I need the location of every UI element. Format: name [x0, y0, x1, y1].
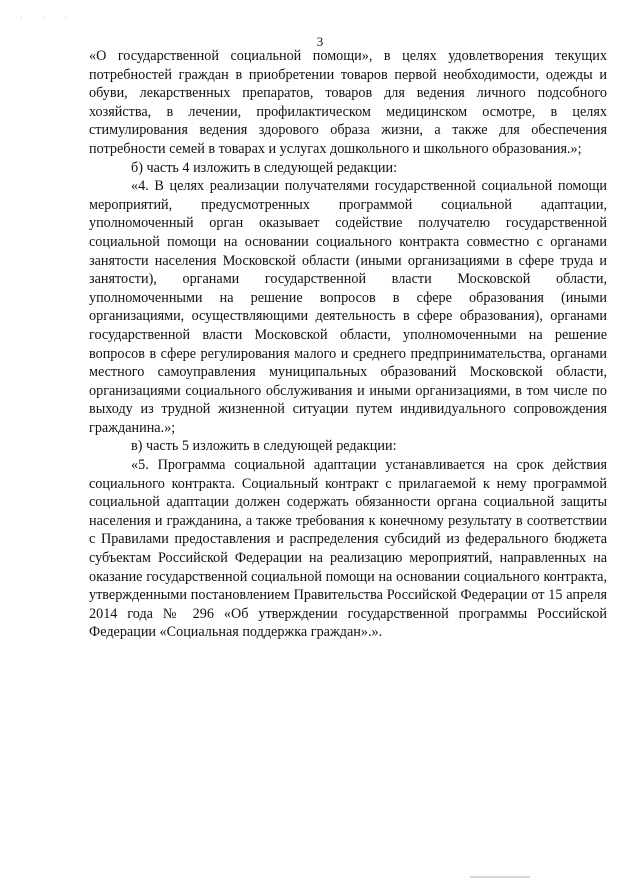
paragraph-part-4-text: «4. В целях реализации получателями государственной социальной помощи мероприятий, предусмотренных программой социальной адаптации, уполномоченный орган оказывает содействие получателю государственной социальной помощи на основании социального контракта совместно с органами занятости населения Московской области (иными организациями в сфере труда и занятости), органами государственной власти Московской области, уполномоченными на решение вопросов в сфере образования (иными организациями, осуществляющими деятельность в сфере образования), органами государственной власти Московской области, уполномоченными на решение вопросов в сфере регулирования малого и среднего предпринимательства, органами местного самоуправления муниципальных образований Московской области, организациями социального обслуживания и иными организациями, в том числе по выходу из трудной жизненной ситуации путем индивидуального сопровождения гражданина.»; [89, 178, 607, 436]
paragraph-part-5-heading: в) часть 5 изложить в следующей редакции: [131, 438, 397, 455]
paragraph-part-5-text: «5. Программа социальной адаптации устанавливается на срок действия социального контракта. Социальный контракт с прилагаемой к нему программой социальной адаптации должен содержать обязанности органа социальной защиты населения и гражданина, а также требования к конечному результату в соответствии с Правилами предоставления и распределения субсидий из федерального бюджета субъектам Российской Федерации на реализацию мероприятий, направленных на оказание государственной социальной помощи на основании социального контракта, утвержденными постановлением Правительства Российской Федерации от 15 апреля 2014 года № 296 «Об утверждении государственной программы Российской Федерации «Социальная поддержка граждан».». [89, 457, 607, 641]
paragraph-part-4-heading: б) часть 4 изложить в следующей редакции: [131, 159, 398, 176]
scan-artifact [470, 876, 530, 878]
document-body [89, 47, 607, 642]
page-number: 3 [316, 34, 324, 49]
paragraph-continuation: «О государственной социальной помощи», в целях удовлетворения текущих потребностей граждан в приобретении товаров первой необходимости, одежды и обуви, лекарственных препаратов, товаров для ведения личного подсобного хозяйства, в лечении, профилактическом медицинском осмотре, в целях стимулирования ведения здорового образа жизни, а также для обеспечения потребности семей в товарах и услугах дошкольного и школьного образования.»; [89, 48, 607, 157]
scan-specks: · · · [20, 14, 76, 22]
